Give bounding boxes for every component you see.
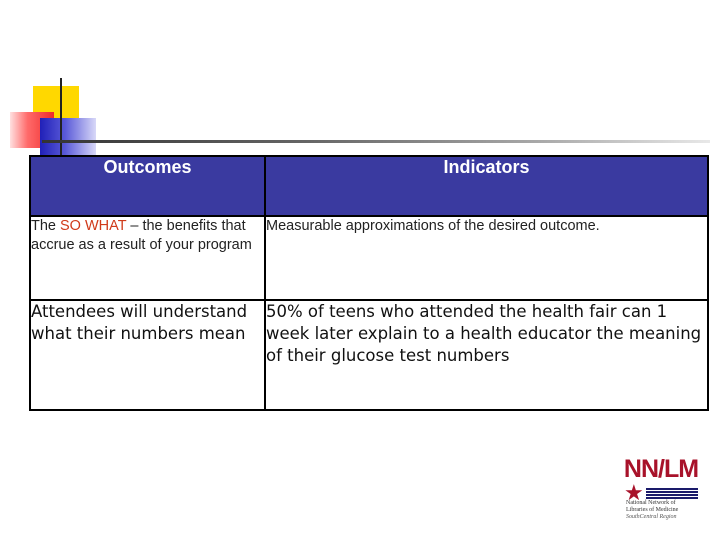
table-row [30, 216, 708, 300]
outcome-cell: Attendees will understand what their numbers mean [30, 300, 265, 410]
logo-caption [626, 500, 700, 521]
indicator-cell: 50% of teens who attended the health fair can 1 week later explain to a health educator the meaning of their glucose test numbers [265, 300, 708, 410]
outcomes-indicators-table [29, 155, 709, 411]
table-header-row [30, 156, 708, 216]
decor-horizontal-rule [42, 140, 710, 143]
header-outcomes: Outcomes [30, 156, 265, 216]
logo-stripes [646, 488, 698, 499]
logo-line-3: SouthCentral Region [626, 514, 677, 520]
star-icon: ★ [624, 480, 644, 505]
decor-vertical-line [60, 78, 62, 158]
outcome-cell [30, 216, 265, 300]
outcome-suffix: – the benefits that accrue as a result of your program [31, 218, 252, 253]
logo-line-1: National Network of [626, 500, 676, 506]
so-what-highlight: SO WHAT [60, 218, 127, 234]
logo-line-2: Libraries of Medicine [626, 507, 679, 513]
outcome-prefix: The [31, 218, 61, 234]
nnlm-logo [622, 455, 700, 523]
logo-title: NN/LM [623, 455, 699, 483]
decor-blue-square [40, 118, 96, 158]
table-row [30, 300, 708, 410]
indicator-cell: Measurable approximations of the desired outcome. [265, 216, 708, 300]
header-indicators: Indicators [265, 156, 708, 216]
